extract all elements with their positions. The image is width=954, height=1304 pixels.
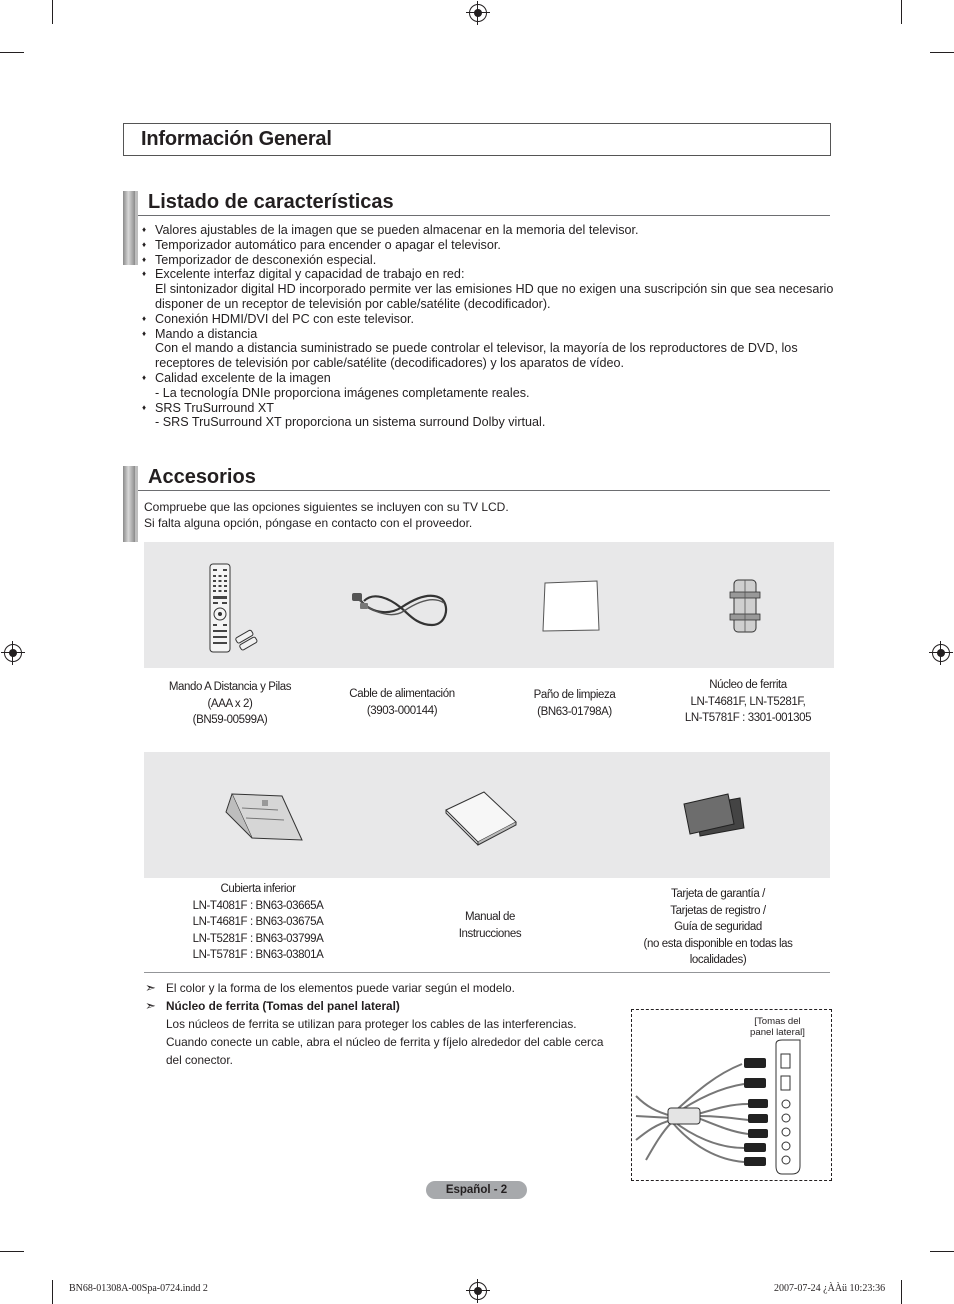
caption-line: (AAA x 2) bbox=[207, 697, 253, 710]
note-line: Cuando conecte un cable, abra el núcleo de ferrita y fíjelo alrededor del cable cerca bbox=[166, 1035, 604, 1049]
caption-line: Tarjeta de garantía / bbox=[671, 888, 765, 900]
crop-mark bbox=[901, 1280, 902, 1304]
feature-text: SRS TruSurround XT bbox=[155, 400, 274, 415]
caption-line: Núcleo de ferrita bbox=[709, 679, 787, 691]
caption-line: (no esta disponible en todas las bbox=[643, 937, 793, 950]
section-bar bbox=[123, 191, 135, 265]
accessory-caption-cable bbox=[332, 686, 472, 719]
note-line: Los núcleos de ferrita se utilizan para proteger los cables de las interferencias. bbox=[166, 1017, 577, 1031]
feature-text: Valores ajustables de la imagen que se pueden almacenar en la memoria del televisor. bbox=[155, 223, 639, 237]
caption-line: Cable de alimentación bbox=[349, 688, 455, 700]
caption-line: Cubierta inferior bbox=[220, 883, 296, 895]
separator-line bbox=[144, 972, 830, 973]
ferrite-core-icon bbox=[728, 578, 764, 634]
accessories-intro bbox=[144, 499, 509, 531]
caption-line: localidades) bbox=[689, 954, 747, 966]
remote-control-icon bbox=[200, 558, 262, 656]
note-text: El color y la forma de los elementos puede variar según el modelo. bbox=[166, 981, 515, 995]
crop-mark bbox=[901, 0, 902, 24]
feature-item bbox=[141, 401, 841, 431]
crop-mark bbox=[930, 1251, 954, 1252]
intro-line: Compruebe que las opciones siguientes se incluyen con su TV LCD. bbox=[144, 500, 509, 514]
accessory-caption-remote bbox=[155, 679, 305, 729]
registration-mark-icon bbox=[469, 1282, 487, 1300]
registration-mark-icon bbox=[932, 644, 950, 662]
figure-label: [Tomas del panel lateral] bbox=[750, 1016, 805, 1038]
feature-text: Calidad excelente de la imagen bbox=[155, 370, 331, 385]
accessory-caption-ferrite bbox=[668, 677, 828, 727]
feature-subtext: El sintonizador digital HD incorporado permite ver las emisiones HD que no exigen una suscripción sin que sea necesario disponer de un receptor de televisión por cable/satélite (decodificador). bbox=[155, 282, 834, 311]
accessory-caption-cover bbox=[168, 881, 348, 964]
feature-item bbox=[141, 327, 841, 371]
crop-mark bbox=[52, 0, 53, 24]
caption-line: (BN63-01798A) bbox=[537, 705, 612, 718]
feature-item bbox=[141, 238, 841, 253]
note-title: Núcleo de ferrita (Tomas del panel lateral) bbox=[166, 999, 400, 1013]
note-arrow-icon: ➣ bbox=[145, 998, 156, 1013]
manual-book-icon bbox=[444, 790, 520, 846]
caption-line: LN-T5781F : 3301-001305 bbox=[684, 712, 812, 724]
feature-item bbox=[141, 312, 841, 327]
caption-line: Guía de seguridad bbox=[674, 921, 762, 933]
warranty-cards-icon bbox=[682, 792, 746, 840]
feature-subtext: - SRS TruSurround XT proporciona un sistema surround Dolby virtual. bbox=[155, 415, 546, 430]
note-line: del conector. bbox=[166, 1053, 233, 1067]
caption-line: LN-T5781F : BN63-03801A bbox=[192, 949, 324, 961]
accessory-caption-cards bbox=[618, 886, 818, 969]
section-title-accessories: Accesorios bbox=[148, 466, 256, 488]
feature-text: Temporizador de desconexión especial. bbox=[155, 252, 377, 267]
footer-file-name: BN68-01308A-00Spa-0724.indd 2 bbox=[69, 1283, 208, 1294]
feature-item bbox=[141, 253, 841, 268]
registration-mark-icon bbox=[4, 644, 22, 662]
caption-line: LN-T5281F : BN63-03799A bbox=[192, 932, 324, 945]
caption-line: Instrucciones bbox=[458, 927, 522, 940]
caption-line: LN-T4681F, LN-T5281F, bbox=[690, 695, 806, 708]
features-list bbox=[141, 223, 841, 430]
accessory-caption-cloth bbox=[512, 687, 637, 720]
caption-line: LN-T4081F : BN63-03665A bbox=[192, 899, 324, 912]
feature-subtext: - La tecnología DNIe proporciona imágenes completamente reales. bbox=[155, 385, 530, 400]
registration-mark-icon bbox=[469, 4, 487, 22]
caption-line: Manual de bbox=[464, 911, 516, 923]
crop-mark bbox=[0, 1251, 24, 1252]
power-cable-icon bbox=[350, 585, 452, 631]
section-title-features: Listado de características bbox=[148, 191, 394, 213]
crop-mark bbox=[930, 52, 954, 53]
accessory-caption-manual bbox=[430, 909, 550, 942]
section-rule bbox=[138, 215, 830, 216]
side-panel-figure bbox=[631, 1009, 832, 1181]
feature-item bbox=[141, 371, 841, 401]
crop-mark bbox=[0, 52, 24, 53]
note-ferrite bbox=[145, 997, 604, 1069]
caption-line: (BN59-00599A) bbox=[192, 714, 268, 726]
crop-mark bbox=[52, 1280, 53, 1304]
page-number: Español - 2 bbox=[426, 1181, 527, 1199]
caption-line: LN-T4681F : BN63-03675A bbox=[192, 916, 324, 928]
caption-line: Mando A Distancia y Pilas bbox=[168, 681, 292, 693]
feature-text: Conexión HDMI/DVI del PC con este televisor. bbox=[155, 311, 414, 326]
section-rule bbox=[138, 490, 830, 491]
feature-item bbox=[141, 267, 841, 311]
feature-item bbox=[141, 223, 841, 238]
side-jacks-diagram-icon bbox=[632, 1036, 829, 1178]
caption-line: (3903-000144) bbox=[366, 704, 438, 717]
page-title: Información General bbox=[141, 128, 332, 150]
section-bar bbox=[123, 466, 135, 542]
note-color-shape bbox=[145, 979, 515, 997]
feature-text: Temporizador automático para encender o apagar el televisor. bbox=[155, 237, 501, 252]
feature-text: Mando a distancia bbox=[155, 326, 258, 341]
footer-timestamp: 2007-07-24 ¿ÀÀü 10:23:36 bbox=[774, 1283, 886, 1294]
caption-line: Paño de limpieza bbox=[533, 689, 616, 701]
intro-line: Si falta alguna opción, póngase en contacto con el proveedor. bbox=[144, 516, 473, 530]
note-arrow-icon: ➣ bbox=[145, 980, 156, 995]
caption-line: Tarjetas de registro / bbox=[670, 904, 766, 917]
bottom-cover-icon bbox=[222, 790, 306, 844]
cleaning-cloth-icon bbox=[540, 578, 602, 634]
feature-subtext: Con el mando a distancia suministrado se puede controlar el televisor, la mayoría de los reproductores de DVD, los receptores de televisión por cable/satélite (decodificadores) y los aparatos de vídeo. bbox=[155, 341, 798, 371]
main-title-box bbox=[123, 123, 831, 156]
feature-text: Excelente interfaz digital y capacidad de trabajo en red: bbox=[155, 267, 465, 282]
